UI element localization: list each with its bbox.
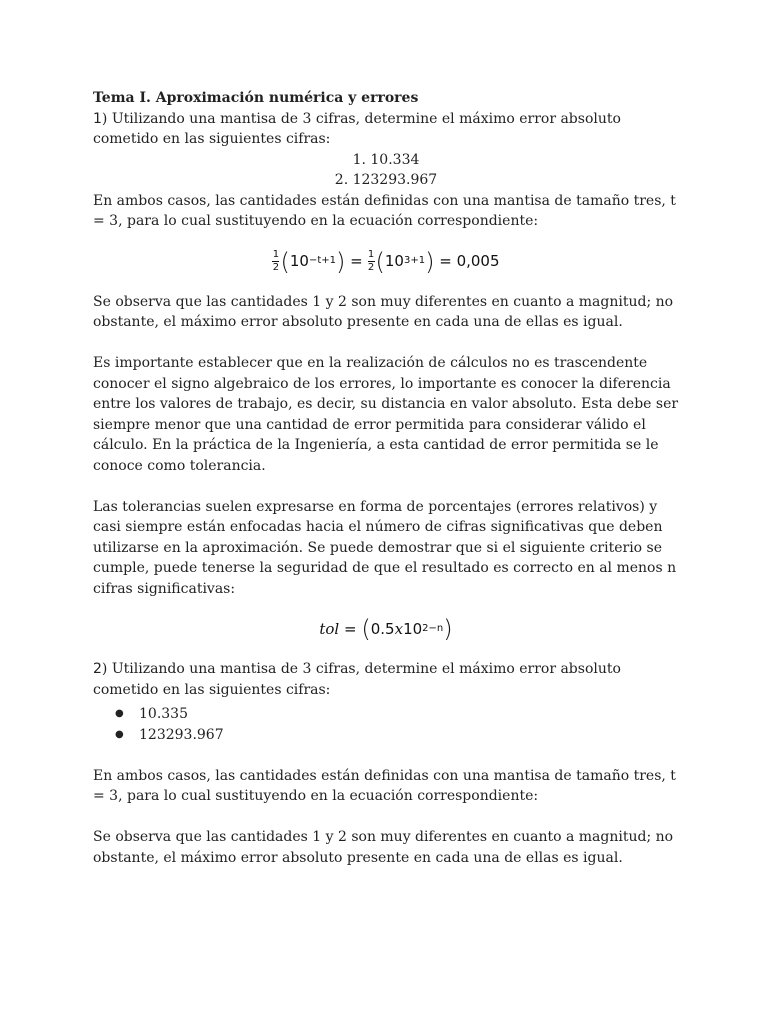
- question-1-number: 1: [93, 110, 102, 127]
- question-2: [93, 659, 679, 700]
- question-1-text: ) Utilizando una mantisa de 3 cifras, determine el máximo error absoluto cometido en las siguientes cifras:: [93, 110, 621, 147]
- power-base: 10: [403, 619, 423, 638]
- fraction-denominator: 2: [272, 262, 280, 273]
- question-2-text: ) Utilizando una mantisa de 3 cifras, determine el máximo error absoluto cometido en las siguientes cifras:: [93, 661, 621, 698]
- paragraph-observation-2: Se observa que las cantidades 1 y 2 son muy diferentes en cuanto a magnitud; no obstante, el máximo error absoluto presente en cada una de ellas es igual.: [93, 829, 674, 866]
- equation-result: = 0,005: [439, 252, 500, 271]
- equals-sign: =: [344, 619, 357, 638]
- list-item: ● 10.335: [139, 704, 679, 725]
- bullet-list: [93, 704, 679, 745]
- fraction-half: [368, 250, 375, 273]
- equation-coefficient: 0.5: [370, 619, 395, 638]
- power-exponent: 3+1: [403, 255, 426, 267]
- equals-sign: =: [350, 252, 363, 271]
- document-page: [93, 88, 679, 868]
- paragraph-mantisa: En ambos casos, las cantidades están definidas con una mantisa de tamaño tres, t = 3, para lo cual sustituyendo en la ecuación correspondiente:: [93, 192, 676, 229]
- paragraph-tolerance-intro: Es importante establecer que en la realización de cálculos no es trascendente conocer el signo algebraico de los errores, lo importante es conocer la diferencia entre los valores de trabajo, es decir, su distancia en valor absoluto. Esta debe ser siempre menor que una cantidad de error permitida para considerar válido el cálculo. En la práctica de la Ingeniería, a esta cantidad de error permitida se le conoce como tolerancia.: [93, 355, 679, 474]
- list-item: 2. 123293.967: [334, 172, 438, 188]
- equation-tolerance: tol = ( 0.5 x 10 2−n ): [319, 615, 453, 643]
- question-2-number: 2: [93, 661, 102, 677]
- paragraph-mantisa-2: En ambos casos, las cantidades están definidas con una mantisa de tamaño tres, t = 3, para lo cual sustituyendo en la ecuación correspondiente:: [93, 767, 676, 804]
- paragraph-tolerance-criterion: Las tolerancias suelen expresarse en forma de porcentajes (errores relativos) y casi siempre están enfocadas hacia el número de cifras significativas que deben utilizarse en la aproximación. Se puede demostrar que si el siguiente criterio se cumple, puede tenerse la seguridad de que el resultado es correcto en al menos n cifras significativas:: [93, 498, 677, 597]
- times-x: x: [394, 619, 404, 638]
- list-item: 1. 10.334: [352, 151, 420, 168]
- power-exponent: 2−n: [422, 622, 444, 634]
- power-exponent: −t+1: [308, 255, 336, 267]
- list-item: ● 123293.967: [139, 725, 679, 746]
- fraction-denominator: 2: [367, 262, 375, 273]
- power-base: 10: [289, 252, 309, 271]
- section-title: Tema I. Aproximación numérica y errores: [93, 90, 419, 106]
- fraction-numerator: 1: [272, 249, 280, 260]
- question-1: [93, 109, 679, 150]
- equation-lhs: tol: [319, 619, 340, 638]
- paragraph-observation: Se observa que las cantidades 1 y 2 son muy diferentes en cuanto a magnitud; no obstante, el máximo error absoluto presente en cada una de ellas es igual.: [93, 293, 674, 330]
- fraction-numerator: 1: [367, 249, 375, 260]
- fraction-half: [272, 250, 279, 273]
- power-base: 10: [384, 252, 404, 271]
- equation-error: $\frac{1}{2}$ ( 10 −t+1 ) = $\frac{1}{2}$ ( 10 3+1 ) = 0,005: [272, 247, 500, 276]
